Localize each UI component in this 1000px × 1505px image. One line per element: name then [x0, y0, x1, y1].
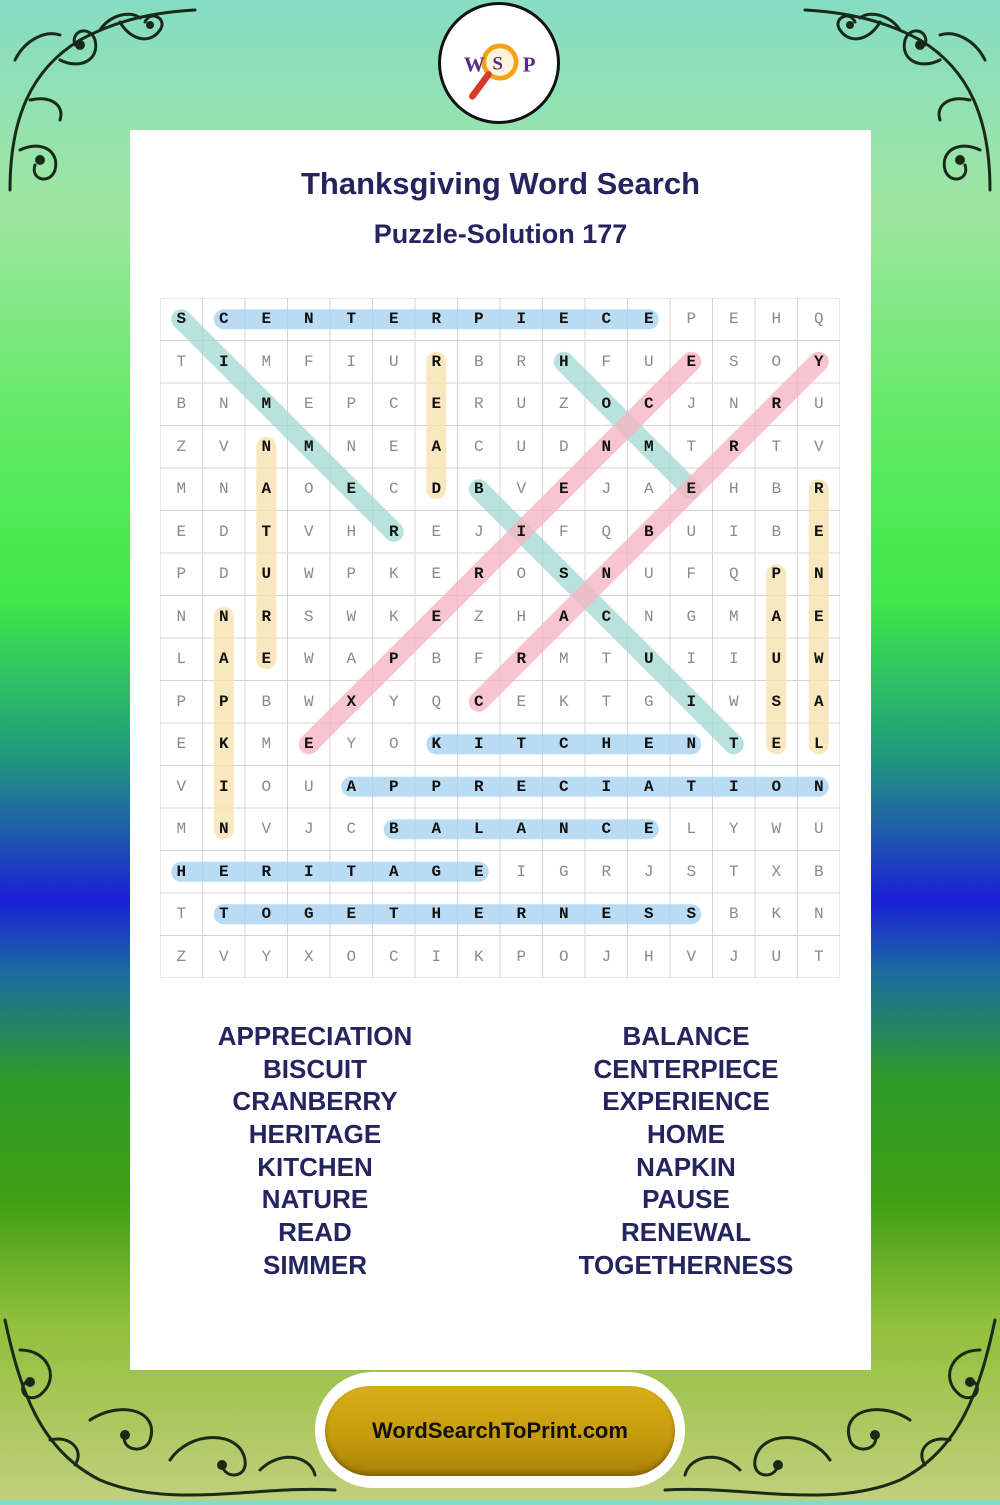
grid-cell: N [643, 607, 654, 626]
grid-cell: I [473, 735, 484, 753]
grid-cell: H [558, 352, 569, 371]
grid-cell: B [473, 480, 484, 498]
grid-cell: I [728, 777, 739, 796]
grid-cell: R [388, 522, 399, 541]
grid-cell: U [813, 820, 824, 838]
grid-cell: E [516, 777, 527, 796]
grid-cell: S [686, 905, 697, 923]
grid-cell: V [176, 777, 187, 796]
grid-cell: B [176, 395, 187, 413]
grid-cell: K [388, 565, 399, 583]
grid-cell: Y [388, 692, 399, 711]
grid-cell: H [728, 480, 739, 498]
grid-cell: O [303, 480, 314, 498]
grid-cell: M [643, 437, 654, 456]
grid-cell: P [516, 947, 527, 966]
grid-cell: G [686, 607, 697, 626]
grid-cell: T [218, 905, 229, 923]
word-list-item: KITCHEN [257, 1151, 373, 1182]
grid-cell: H [601, 735, 612, 753]
word-list-item: READ [278, 1217, 352, 1248]
word-list-item: RENEWAL [621, 1217, 751, 1248]
grid-cell: C [473, 437, 484, 456]
grid-cell: E [303, 735, 314, 753]
grid-cell: A [431, 820, 442, 838]
grid-cell: T [728, 735, 739, 753]
grid-cell: K [218, 735, 229, 753]
grid-cell: D [558, 437, 569, 456]
grid-cell: C [473, 692, 484, 711]
grid-cell: N [176, 607, 187, 626]
grid-cell: J [303, 820, 314, 838]
grid-cell: M [176, 480, 187, 498]
grid-cell: L [813, 735, 824, 753]
grid-cell: O [771, 777, 782, 796]
logo-letter-p: P [522, 52, 536, 77]
grid-cell: E [346, 480, 357, 498]
grid-cell: Z [176, 947, 187, 966]
grid-cell: L [176, 650, 187, 668]
grid-cell: G [558, 862, 569, 881]
grid-cell: T [516, 735, 527, 753]
grid-cell: P [218, 692, 229, 711]
grid-cell: Y [728, 820, 739, 838]
grid-cell: K [431, 735, 442, 753]
grid-cell: E [771, 735, 782, 753]
grid-cell: H [176, 862, 187, 881]
grid-cell: H [516, 607, 527, 626]
grid-cell: S [686, 862, 697, 881]
grid-cell: E [686, 352, 697, 371]
grid-cell: H [346, 522, 357, 541]
grid-cell: E [558, 310, 569, 328]
grid-cell: R [431, 352, 442, 371]
grid-cell: V [261, 820, 272, 838]
grid-cell: U [303, 777, 314, 796]
word-list-item: HOME [647, 1119, 725, 1150]
word-list-item: CENTERPIECE [593, 1053, 779, 1084]
grid-cell: E [813, 522, 824, 541]
wsp-logo [438, 2, 560, 124]
grid-cell: E [388, 310, 399, 328]
grid-cell: M [558, 650, 569, 668]
site-link[interactable]: WordSearchToPrint.com [325, 1386, 675, 1476]
grid-cell: P [388, 650, 399, 668]
grid-cell: N [813, 565, 824, 583]
grid-cell: H [431, 905, 442, 923]
grid-cell: J [643, 862, 654, 881]
grid-cell: C [388, 395, 399, 413]
grid-cell: P [431, 777, 442, 796]
grid-cell: A [771, 607, 782, 626]
grid-cell: A [346, 650, 357, 668]
logo-letter-w: W [463, 52, 485, 77]
page-subtitle: Puzzle-Solution 177 [373, 219, 628, 249]
grid-cell: F [473, 650, 484, 668]
grid-cell: K [771, 905, 782, 923]
grid-cell: J [601, 947, 612, 966]
grid-cell: U [388, 352, 399, 371]
grid-cell: N [346, 437, 357, 456]
word-list-item: TOGETHERNESS [578, 1249, 794, 1280]
grid-cell: C [601, 607, 612, 626]
grid-cell: N [261, 437, 272, 456]
grid-cell: E [643, 735, 654, 753]
grid-cell: R [431, 310, 442, 328]
grid-cell: U [686, 522, 697, 541]
grid-cell: E [346, 905, 357, 923]
word-list-item: HERITAGE [248, 1119, 382, 1150]
grid-cell: N [686, 735, 697, 753]
grid-cell: U [643, 352, 654, 371]
grid-cell: W [813, 650, 824, 668]
grid-cell: E [728, 310, 739, 328]
grid-cell: D [431, 480, 442, 498]
page-title: Thanksgiving Word Search [300, 166, 701, 201]
grid-cell: J [686, 395, 697, 413]
grid-cell: R [473, 565, 484, 583]
grid-cell: R [473, 777, 484, 796]
grid-cell: C [643, 395, 654, 413]
grid-cell: R [728, 437, 739, 456]
grid-cell: E [431, 522, 442, 541]
grid-cell: E [558, 480, 569, 498]
grid-cell: E [473, 905, 484, 923]
grid-cell: N [728, 395, 739, 413]
grid-cell: E [176, 735, 187, 753]
grid-cell: U [516, 395, 527, 413]
grid-cell: E [813, 607, 824, 626]
grid-cell: X [303, 947, 314, 966]
grid-cell: E [218, 862, 229, 881]
grid-cell: T [686, 777, 697, 796]
grid-cell: F [601, 352, 612, 371]
grid-cell: R [261, 607, 272, 626]
grid-cell: N [218, 607, 229, 626]
grid-cell: U [643, 565, 654, 583]
grid-cell: W [303, 692, 314, 711]
grid-cell: E [176, 522, 187, 541]
grid-cell: B [473, 352, 484, 371]
grid-cell: U [813, 395, 824, 413]
word-list-item: CRANBERRY [232, 1086, 398, 1117]
grid-cell: R [601, 862, 612, 881]
grid-cell: F [558, 522, 569, 541]
grid-cell: N [813, 905, 824, 923]
grid-cell: X [771, 862, 782, 881]
word-list-item: BISCUIT [263, 1053, 367, 1084]
grid-cell: T [346, 862, 357, 881]
grid-cell: S [728, 352, 739, 371]
grid-cell: C [388, 480, 399, 498]
grid-cell: A [218, 650, 229, 668]
grid-cell: I [516, 522, 527, 541]
grid-cell: Z [558, 395, 569, 413]
word-list-item: APPRECIATION [217, 1021, 413, 1051]
grid-cell: J [473, 522, 484, 541]
grid-cell: M [261, 735, 272, 753]
grid-cell: E [431, 395, 442, 413]
grid-cell: A [643, 480, 654, 498]
grid-cell: I [686, 692, 697, 711]
grid-cell: C [601, 310, 612, 328]
grid-cell: R [771, 395, 782, 413]
grid-letters [160, 298, 840, 978]
logo-mark [441, 5, 557, 121]
grid-cell: B [813, 862, 824, 881]
grid-cell: E [431, 607, 442, 626]
grid-cell: U [643, 650, 654, 668]
grid-cell: K [558, 692, 569, 711]
grid-cell: T [346, 310, 357, 328]
grid-cell: I [431, 947, 442, 966]
grid-cell: A [558, 607, 569, 626]
grid-cell: A [261, 480, 272, 498]
grid-cell: B [771, 522, 782, 541]
grid-cell: A [346, 777, 357, 796]
grid-cell: V [516, 480, 527, 498]
grid-cell: P [346, 395, 357, 413]
grid-cell: Z [176, 437, 187, 456]
grid-cell: E [643, 820, 654, 838]
grid-cell: Q [601, 522, 612, 541]
grid-cell: E [473, 862, 484, 881]
grid-cell: T [601, 650, 612, 668]
grid-cell: T [176, 905, 187, 923]
grid-cell: L [686, 820, 697, 838]
grid-cell: I [728, 522, 739, 541]
grid-cell: K [388, 607, 399, 626]
grid-cell: O [516, 565, 527, 583]
grid-cell: G [643, 692, 654, 711]
grid-cell: O [558, 947, 569, 966]
grid-cell: N [601, 565, 612, 583]
grid-cell: I [728, 650, 739, 668]
grid-cell: P [346, 565, 357, 583]
grid-cell: P [176, 565, 187, 583]
grid-cell: W [346, 607, 357, 626]
grid-cell: N [601, 437, 612, 456]
grid-cell: C [601, 820, 612, 838]
grid-cell: M [261, 395, 272, 413]
grid-cell: Q [813, 310, 824, 328]
grid-cell: C [558, 777, 569, 796]
grid-cell: R [516, 650, 527, 668]
grid-cell: P [686, 310, 697, 328]
grid-cell: W [303, 650, 314, 668]
grid-cell: A [643, 777, 654, 796]
grid-cell: V [303, 522, 314, 541]
grid-cell: A [516, 820, 527, 838]
grid-cell: J [728, 947, 739, 966]
word-list-item: NAPKIN [636, 1151, 736, 1182]
grid-cell: E [601, 905, 612, 923]
grid-cell: X [346, 692, 357, 711]
grid-cell: N [558, 820, 569, 838]
grid-cell: I [218, 777, 229, 796]
grid-cell: T [176, 352, 187, 371]
grid-cell: R [516, 905, 527, 923]
grid-cell: Y [813, 352, 824, 371]
grid-cell: T [388, 905, 399, 923]
grid-cell: P [388, 777, 399, 796]
grid-cell: O [261, 905, 272, 923]
grid-cell: O [771, 352, 782, 371]
grid-cell: W [728, 692, 739, 711]
grid-cell: O [601, 395, 612, 413]
footer-badge [315, 1372, 685, 1488]
grid-cell: G [303, 905, 314, 923]
grid-cell: N [813, 777, 824, 796]
grid-cell: E [261, 650, 272, 668]
grid-cell: G [431, 862, 442, 881]
grid-cell: V [813, 437, 824, 456]
grid-cell: C [346, 820, 357, 838]
grid-cell: M [728, 607, 739, 626]
grid-cell: H [771, 310, 782, 328]
grid-cell: U [261, 565, 272, 583]
grid-cell: O [346, 947, 357, 966]
grid-cell: I [516, 310, 527, 328]
grid-cell: P [176, 692, 187, 711]
grid-cell: V [686, 947, 697, 966]
grid-cell: N [558, 905, 569, 923]
grid-cell: J [601, 480, 612, 498]
grid-cell: P [771, 565, 782, 583]
grid-cell: B [431, 650, 442, 668]
grid-cell: S [303, 607, 314, 626]
grid-cell: N [218, 820, 229, 838]
grid-cell: O [388, 735, 399, 753]
word-list-item: NATURE [261, 1184, 369, 1215]
grid-cell: M [303, 437, 314, 456]
grid-cell: B [643, 522, 654, 541]
grid-cell: A [431, 437, 442, 456]
grid-cell: C [558, 735, 569, 753]
grid-cell: T [601, 692, 612, 711]
grid-cell: U [771, 650, 782, 668]
grid-cell: R [261, 862, 272, 881]
grid-cell: R [516, 352, 527, 371]
grid-cell: H [643, 947, 654, 966]
grid-cell: D [218, 522, 229, 541]
grid-cell: R [813, 480, 824, 498]
grid-cell: V [218, 437, 229, 456]
grid-cell: R [473, 395, 484, 413]
grid-cell: Q [728, 565, 739, 583]
grid-cell: W [771, 820, 782, 838]
grid-cell: E [643, 310, 654, 328]
grid-cell: F [303, 352, 314, 371]
grid-cell: E [431, 565, 442, 583]
grid-cell: N [303, 310, 314, 328]
grid-cell: T [261, 522, 272, 541]
word-list-item: BALANCE [622, 1021, 750, 1051]
grid-cell: U [771, 947, 782, 966]
grid-cell: C [388, 947, 399, 966]
grid-cell: I [516, 862, 527, 881]
grid-cell: T [686, 437, 697, 456]
grid-cell: Y [261, 947, 272, 966]
word-list-item: PAUSE [642, 1184, 730, 1215]
grid-cell: D [218, 565, 229, 583]
grid-cell: A [388, 862, 399, 881]
grid-cell: B [388, 820, 399, 838]
grid-cell: M [176, 820, 187, 838]
grid-cell: F [686, 565, 697, 583]
grid-cell: C [218, 310, 229, 328]
grid-cell: E [303, 395, 314, 413]
grid-cell: N [218, 480, 229, 498]
grid-cell: I [303, 862, 314, 881]
grid-cell: I [686, 650, 697, 668]
grid-cell: K [473, 947, 484, 966]
grid-cell: V [218, 947, 229, 966]
grid-cell: U [516, 437, 527, 456]
logo-letter-s: S [492, 53, 503, 75]
grid-cell: W [303, 565, 314, 583]
grid-cell: S [643, 905, 654, 923]
grid-cell: I [601, 777, 612, 796]
grid-cell: Y [346, 735, 357, 753]
grid-cell: B [728, 905, 739, 923]
grid-cell: S [176, 310, 187, 328]
word-list-left-column [130, 1020, 500, 1282]
word-list-item: EXPERIENCE [602, 1086, 770, 1117]
grid-cell: T [728, 862, 739, 881]
grid-cell: N [218, 395, 229, 413]
word-list-right-column [501, 1020, 871, 1282]
grid-cell: M [261, 352, 272, 371]
grid-cell: E [686, 480, 697, 498]
grid-cell: L [473, 820, 484, 838]
grid-cell: S [771, 692, 782, 711]
grid-cell: E [516, 692, 527, 711]
grid-cell: B [261, 692, 272, 711]
grid-cell: P [473, 310, 484, 328]
grid-cell: E [261, 310, 272, 328]
grid-cell: T [771, 437, 782, 456]
grid-cell: E [388, 437, 399, 456]
grid-cell: Q [431, 692, 442, 711]
grid-cell: I [218, 352, 229, 371]
grid-cell: O [261, 777, 272, 796]
grid-cell: S [558, 565, 569, 583]
grid-cell: A [813, 692, 824, 711]
puzzle-card [130, 130, 871, 1370]
grid-cell: B [771, 480, 782, 498]
grid-cell: I [346, 352, 357, 371]
grid-cell: Z [473, 607, 484, 626]
grid-cell: T [813, 947, 824, 966]
word-list-item: SIMMER [263, 1249, 367, 1280]
word-search-grid [160, 298, 840, 978]
